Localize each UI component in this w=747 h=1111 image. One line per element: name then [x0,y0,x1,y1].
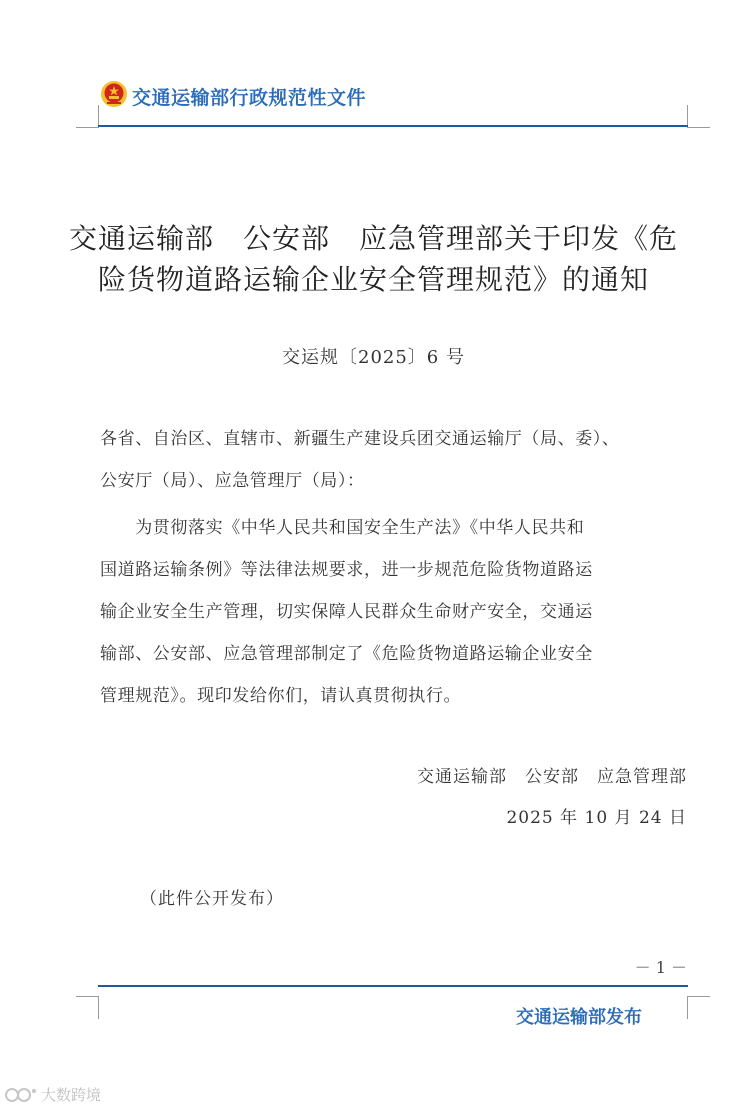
watermark-text: 大数跨境 [41,1086,102,1104]
body-line-1: 为贯彻落实《中华人民共和国安全生产法》《中华人民共和 [100,518,585,538]
crop-mark-bottom-left [76,996,99,1019]
body-line-2: 国道路运输条例》等法律法规要求，进一步规范危险货物道路运 [100,560,593,580]
watermark-logo-icon [4,1086,38,1104]
national-emblem-icon [100,80,128,108]
watermark [4,1084,101,1105]
footer-publisher: 交通运输部发布 [516,1007,642,1028]
recipients-line-2: 公安厅（局）、应急管理厅（局）： [100,471,365,491]
document-number: 交运规〔2025〕6 号 [282,347,465,368]
header [0,0,747,130]
page-number: － 1 － [634,958,687,977]
body-line-4: 输部、公安部、应急管理部制定了《危险货物道路运输企业安全 [100,644,593,664]
recipients-line-1: 各省、自治区、直辖市、新疆生产建设兵团交通运输厅（局、委）、 [100,429,620,449]
disclosure-note: （此件公开发布） [140,889,284,909]
body-line-5: 管理规范》。现印发给你们，请认真贯彻执行。 [100,686,462,706]
document-title-line-1: 交通运输部 公安部 应急管理部关于印发《危 [68,222,678,255]
signatories: 交通运输部 公安部 应急管理部 [417,767,687,787]
footer-rule [98,985,688,987]
body-line-3: 输企业安全生产管理，切实保障人民群众生命财产安全，交通运 [100,602,593,622]
issue-date: 2025 年 10 月 24 日 [506,808,687,828]
header-rule [98,125,688,127]
crop-mark-bottom-right [687,996,710,1019]
header-title: 交通运输部行政规范性文件 [132,87,367,109]
document-title-line-2: 险货物道路运输企业安全管理规范》的通知 [97,263,649,296]
